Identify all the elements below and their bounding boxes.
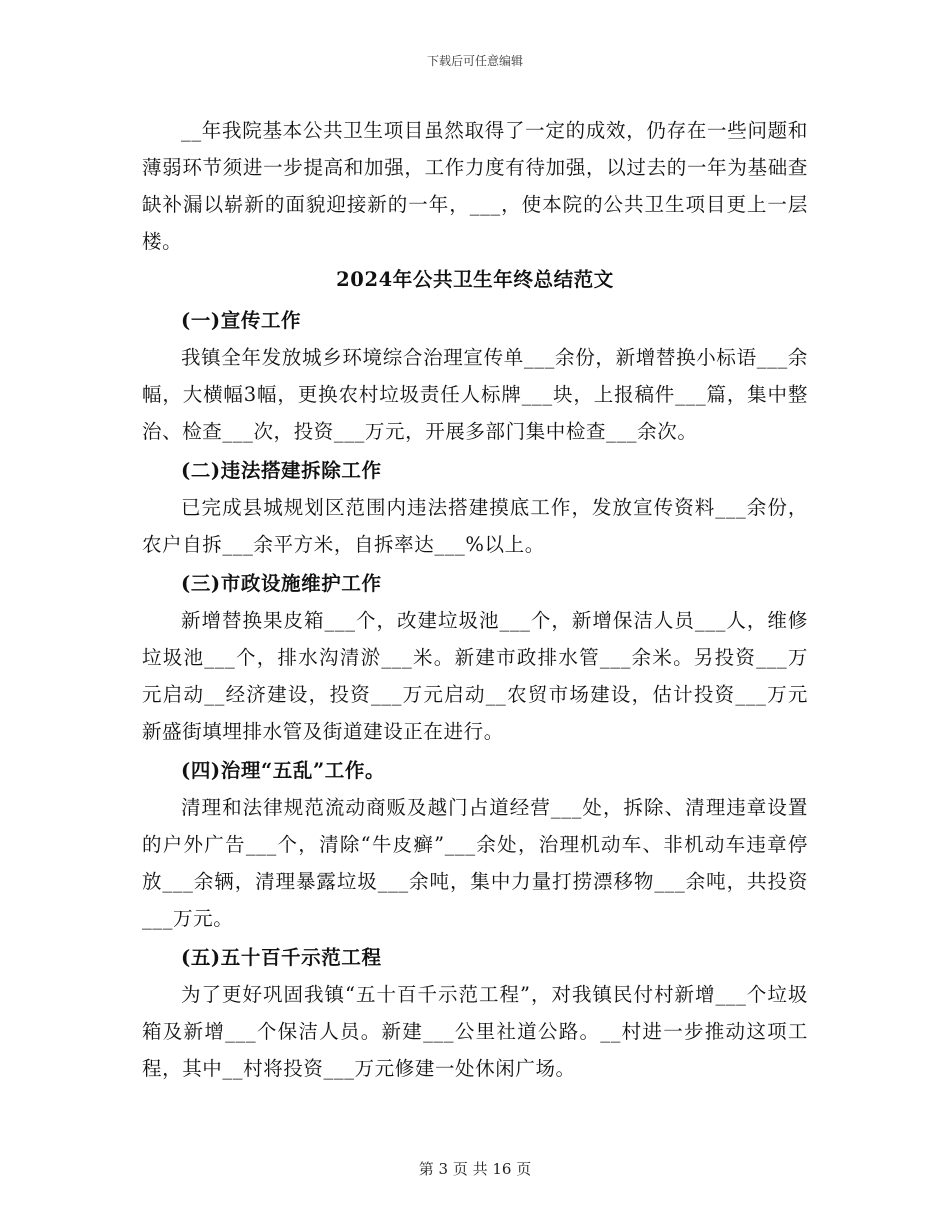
section-body-2: 已完成县城规划区范围内违法搭建摸底工作，发放宣传资料___余份，农户自拆___余平方米，自拆率达___%以上。 (142, 496, 808, 556)
document-body (142, 112, 808, 1087)
section-body-1: 我镇全年发放城乡环境综合治理宣传单___余份，新增替换小标语___余幅，大横幅3幅，更换农村垃圾责任人标牌___块，上报稿件___篇，集中整治、检查___次，投资___万元，开展多部门集中检查___余次。 (142, 346, 808, 443)
section-body-4: 清理和法律规范流动商贩及越门占道经营___处，拆除、清理违章设置的户外广告___个，清除“牛皮癣”___余处，治理机动车、非机动车违章停放___余辆，清理暴露垃圾___余吨，集中力量打捞漂移物___余吨，共投资___万元。 (142, 796, 808, 930)
intro-paragraph: __年我院基本公共卫生项目虽然取得了一定的成效，仍存在一些问题和薄弱环节须进一步提高和加强，工作力度有待加强，以过去的一年为基础查缺补漏以崭新的面貌迎接新的一年，___，使本院的公共卫生项目更上一层楼。 (142, 119, 808, 253)
section-heading-1: (一)宣传工作 (181, 309, 302, 332)
section-heading-5: (五)五十百千示范工程 (181, 946, 382, 969)
document-title: 2024年公共卫生年终总结范文 (336, 268, 614, 291)
section-body-5: 为了更好巩固我镇“五十百千示范工程”，对我镇民付村新增___个垃圾箱及新增___个保洁人员。新建___公里社道公路。__村进一步推动这项工程，其中__村将投资___万元修建一处休闲广场。 (142, 983, 808, 1080)
page-footer: 第 3 页 共 16 页 (418, 1160, 532, 1178)
section-body-3: 新增替换果皮箱___个，改建垃圾池___个，新增保洁人员___人，维修垃圾池___个，排水沟清淤___米。新建市政排水管___余米。另投资___万元启动__经济建设，投资___万元启动__农贸市场建设，估计投资___万元新盛街填埋排水管及街道建设正在进行。 (142, 609, 808, 743)
section-heading-2: (二)违法搭建拆除工作 (181, 459, 382, 482)
section-heading-3: (三)市政设施维护工作 (181, 572, 382, 595)
page-header: 下载后可任意编辑 (426, 54, 523, 68)
section-heading-4: (四)治理“五乱”工作。 (181, 759, 386, 782)
